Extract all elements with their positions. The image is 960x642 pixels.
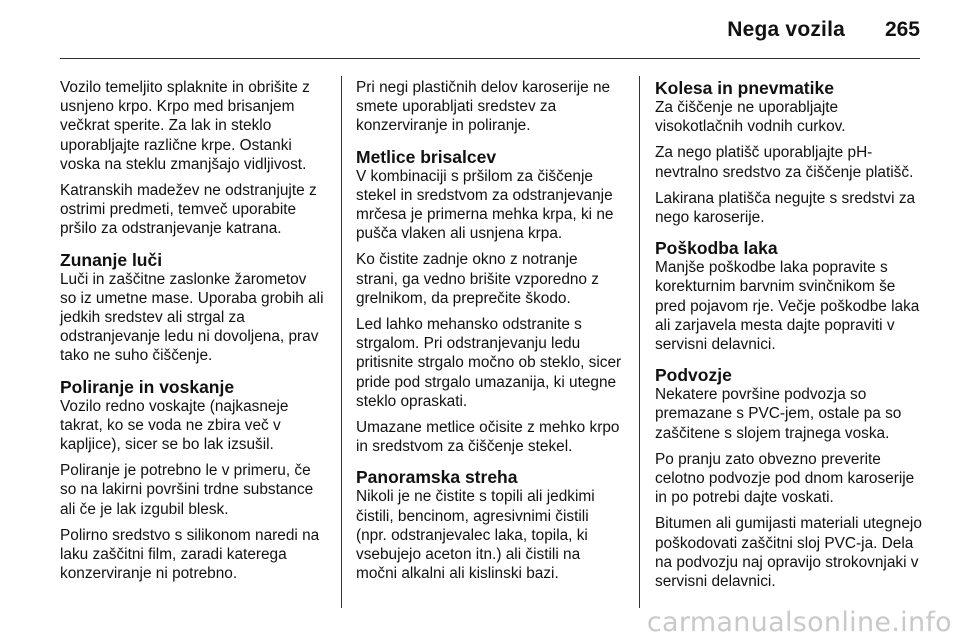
heading-underbody: Podvozje xyxy=(655,365,732,386)
paragraph: Nikoli je ne čistite s topili ali jedkimi čistili, bencinom, agresivnimi čistili (npr. odstranjevalec laka, topila, ki vsebujejo aceton itn.) ali čistili na močni alkalni ali kislinski bazi. xyxy=(356,488,595,583)
watermark: carmanualsonline.info xyxy=(646,607,952,638)
paragraph: Vozilo temeljito splaknite in obrišite z usnjeno krpo. Krpo med brisanjem večkrat sperite. Za lak in steklo uporabljajte različne krpe. Ostanki voska na steklu zmanjšajo vidljivost. xyxy=(60,79,310,173)
column-divider xyxy=(639,76,640,608)
header-rule xyxy=(60,58,920,59)
paragraph: Umazane metlice očisite z mehko krpo in sredstvom za čiščenje stekel. xyxy=(356,419,620,456)
page-header xyxy=(60,0,920,56)
paragraph: Polirno sredstvo s silikonom naredi na laku zaščitni film, zaradi katerega konzerviranje ni potrebno. xyxy=(60,526,320,583)
column-divider xyxy=(341,76,342,608)
heading-wheels-tyres: Kolesa in pnevmatike xyxy=(655,78,834,98)
paragraph: Za nego platišč uporabljajte pH-nevtralno sredstvo za čiščenje platišč. xyxy=(655,144,914,181)
heading-panoramic-roof: Panoramska streha xyxy=(356,467,518,488)
paragraph: Lakirana platišča negujte s sredstvi za nego karoserije. xyxy=(655,189,916,227)
paragraph: Nekatere površine podvozja so premazane s PVC-jem, ostale pa so zaščitene s slojem trajnega voska. xyxy=(655,386,902,442)
column-1 xyxy=(60,78,326,590)
paragraph: Za čiščenje ne uporabljajte visokotlačnih vodnih curkov. xyxy=(655,99,846,136)
heading-paint-damage: Poškodba laka xyxy=(655,238,778,259)
column-3 xyxy=(655,78,923,598)
paragraph: Katranskih madežev ne odstranjujte z ostrimi predmeti, temveč uporabite pršilo za odstranjevanje katrana. xyxy=(60,182,317,238)
heading-wiper-blades: Metlice brisalcev xyxy=(356,146,497,167)
heading-exterior-lights: Zunanje luči xyxy=(60,249,163,270)
paragraph: Poliranje je potrebno le v primeru, če so na lakirni površini trdne substance ali če je lak izgubil blesk. xyxy=(60,462,314,518)
heading-polishing: Poliranje in voskanje xyxy=(60,376,235,397)
paragraph: Manjše poškodbe laka popravite s korekturnim barvnim svinčnikom še pred pojavom rje. Večje poškodbe laka ali zarjavela mesta dajte popraviti v servisni delavnici. xyxy=(655,259,920,354)
paragraph: Po pranju zato obvezno preverite celotno podvozje pod dnom karoserije in po potrebi dajte voskati. xyxy=(655,450,915,507)
column-2 xyxy=(356,78,622,590)
section-title: Nega vozila xyxy=(727,18,845,41)
paragraph: Bitumen ali gumijasti materiali utegnejo poškodovati zaščitni sloj PVC-ja. Dela na podvozju naj opravijo strokovnjaki v servisni delavnici. xyxy=(655,515,922,591)
paragraph: Ko čistite zadnje okno z notranje strani, ga vedno brišite vzporedno z grelnikom, da preprečite škodo. xyxy=(356,251,599,307)
paragraph: Luči in zaščitne zaslonke žarometov so iz umetne mase. Uporaba grobih ali jedkih sredstev ali strgal za odstranjevanje ledu ni dovoljena, prav tako ne suho čiščenje. xyxy=(60,270,324,365)
paragraph: Led lahko mehansko odstranite s strgalom. Pri odstranjevanju ledu pritisnite strgalo močno ob steklo, sicer pride pod strgalo umazanija, ki utegne steklo opraskati. xyxy=(356,316,622,410)
paragraph: Pri negi plastičnih delov karoserije ne smete uporabljati sredstev za konzerviranje in poliranje. xyxy=(356,79,611,135)
paragraph: Vozilo redno voskajte (najkasneje takrat, ko se voda ne zbira več v kapljice), sicer se bo lak izsušil. xyxy=(60,397,289,454)
paragraph: V kombinaciji s pršilom za čiščenje stekel in sredstvom za odstranjevanje mrčesa je primerna mehka krpa, ki ne pušča vlaken ali usnjena krpa. xyxy=(356,167,614,243)
page-number: 265 xyxy=(884,18,920,41)
